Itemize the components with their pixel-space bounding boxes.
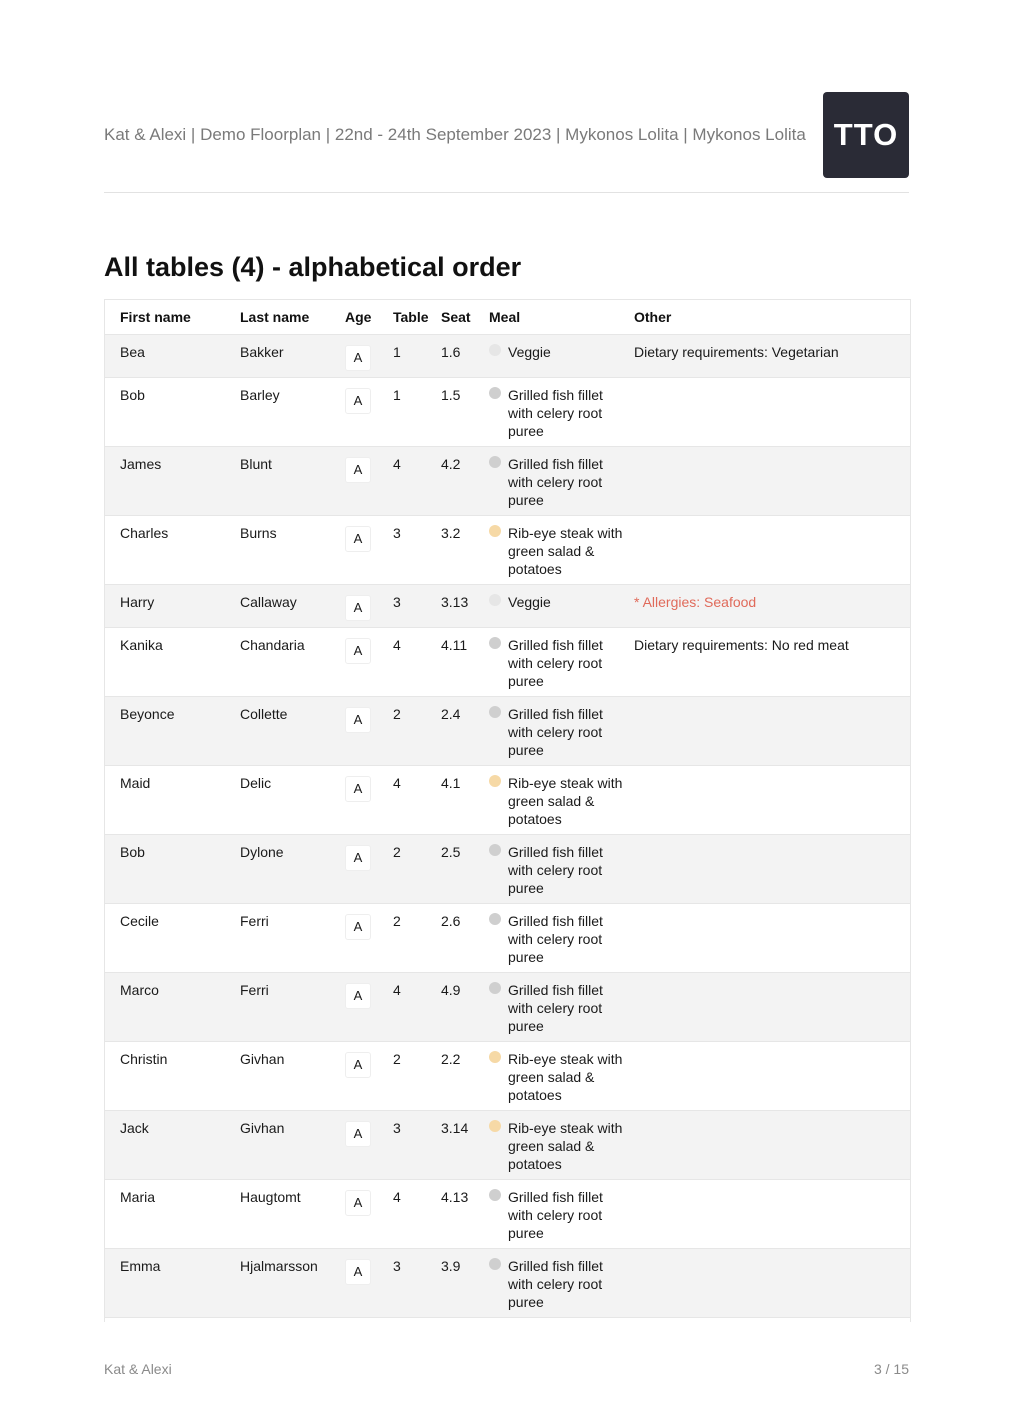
meal-choice bbox=[489, 524, 634, 578]
age-badge: A bbox=[345, 776, 371, 802]
other-cell bbox=[634, 904, 910, 973]
first-name-cell: Bob bbox=[105, 835, 225, 904]
other-cell bbox=[634, 1111, 910, 1180]
meal-color-dot-icon bbox=[489, 387, 501, 399]
meal-cell bbox=[489, 378, 634, 447]
age-cell bbox=[345, 1180, 393, 1249]
meal-cell bbox=[489, 516, 634, 585]
meal-label: Rib-eye steak with green salad & potatoes bbox=[508, 1051, 623, 1103]
last-name-cell: Barley bbox=[225, 378, 345, 447]
first-name-cell: Maid bbox=[105, 766, 225, 835]
table-row bbox=[105, 1042, 910, 1111]
age-cell bbox=[345, 1249, 393, 1318]
meal-label: Rib-eye steak with green salad & potatoes bbox=[508, 525, 623, 577]
meal-label: Grilled fish fillet with celery root puree bbox=[508, 982, 603, 1034]
seat-cell: 4.1 bbox=[441, 766, 489, 835]
table-row bbox=[105, 697, 910, 766]
age-cell bbox=[345, 1111, 393, 1180]
seat-cell: 4.13 bbox=[441, 1180, 489, 1249]
meal-label: Grilled fish fillet with celery root puree bbox=[508, 456, 603, 508]
col-header-meal: Meal bbox=[489, 300, 634, 335]
meal-cell bbox=[489, 628, 634, 697]
col-header-first-name: First name bbox=[105, 300, 225, 335]
other-cell bbox=[634, 378, 910, 447]
other-cell bbox=[634, 1180, 910, 1249]
col-header-other: Other bbox=[634, 300, 910, 335]
age-cell bbox=[345, 378, 393, 447]
meal-label: Rib-eye steak with green salad & potatoes bbox=[508, 1120, 623, 1172]
last-name-cell: Ferri bbox=[225, 904, 345, 973]
meal-color-dot-icon bbox=[489, 706, 501, 718]
meal-color-dot-icon bbox=[489, 1258, 501, 1270]
meal-cell bbox=[489, 585, 634, 628]
meal-choice bbox=[489, 1119, 634, 1173]
other-cell: Dietary requirements: No red meat bbox=[634, 628, 910, 697]
col-header-age: Age bbox=[345, 300, 393, 335]
seat-cell: 3.14 bbox=[441, 1111, 489, 1180]
last-name-cell: Dylone bbox=[225, 835, 345, 904]
meal-choice bbox=[489, 455, 634, 509]
table-row bbox=[105, 628, 910, 697]
age-cell bbox=[345, 447, 393, 516]
first-name-cell: Harry bbox=[105, 585, 225, 628]
meal-cell bbox=[489, 1042, 634, 1111]
age-cell bbox=[345, 516, 393, 585]
other-cell bbox=[634, 1249, 910, 1318]
guest-table bbox=[105, 300, 910, 1318]
meal-color-dot-icon bbox=[489, 344, 501, 356]
other-cell: * Allergies: Seafood bbox=[634, 585, 910, 628]
last-name-cell: Callaway bbox=[225, 585, 345, 628]
table-number-cell: 2 bbox=[393, 904, 441, 973]
meal-color-dot-icon bbox=[489, 1120, 501, 1132]
header-event-info: Kat & Alexi | Demo Floorplan | 22nd - 24th September 2023 | Mykonos Lolita | Mykonos Lolita bbox=[104, 125, 806, 144]
meal-color-dot-icon bbox=[489, 775, 501, 787]
table-number-cell: 1 bbox=[393, 378, 441, 447]
table-number-cell: 4 bbox=[393, 973, 441, 1042]
meal-color-dot-icon bbox=[489, 982, 501, 994]
age-badge: A bbox=[345, 845, 371, 871]
meal-label: Grilled fish fillet with celery root puree bbox=[508, 387, 603, 439]
age-cell bbox=[345, 835, 393, 904]
age-badge: A bbox=[345, 638, 371, 664]
meal-cell bbox=[489, 973, 634, 1042]
other-cell bbox=[634, 697, 910, 766]
table-row bbox=[105, 1111, 910, 1180]
table-row bbox=[105, 904, 910, 973]
meal-cell bbox=[489, 904, 634, 973]
other-cell bbox=[634, 1042, 910, 1111]
meal-label: Grilled fish fillet with celery root puree bbox=[508, 637, 603, 689]
meal-label: Grilled fish fillet with celery root puree bbox=[508, 844, 603, 896]
meal-cell bbox=[489, 1249, 634, 1318]
other-cell bbox=[634, 516, 910, 585]
other-cell bbox=[634, 973, 910, 1042]
age-badge: A bbox=[345, 1121, 371, 1147]
section-title: All tables (4) - alphabetical order bbox=[104, 252, 522, 282]
meal-cell bbox=[489, 835, 634, 904]
table-number-cell: 3 bbox=[393, 1111, 441, 1180]
meal-cell bbox=[489, 766, 634, 835]
age-cell bbox=[345, 973, 393, 1042]
meal-choice bbox=[489, 636, 634, 690]
meal-choice bbox=[489, 386, 634, 440]
other-cell bbox=[634, 835, 910, 904]
other-cell bbox=[634, 766, 910, 835]
age-badge: A bbox=[345, 914, 371, 940]
table-number-cell: 2 bbox=[393, 835, 441, 904]
meal-choice bbox=[489, 912, 634, 966]
age-badge: A bbox=[345, 983, 371, 1009]
meal-color-dot-icon bbox=[489, 525, 501, 537]
table-row bbox=[105, 766, 910, 835]
last-name-cell: Givhan bbox=[225, 1042, 345, 1111]
table-row bbox=[105, 447, 910, 516]
meal-cell bbox=[489, 335, 634, 378]
meal-color-dot-icon bbox=[489, 913, 501, 925]
age-badge: A bbox=[345, 388, 371, 414]
meal-choice bbox=[489, 705, 634, 759]
age-badge: A bbox=[345, 1052, 371, 1078]
age-badge: A bbox=[345, 707, 371, 733]
meal-label: Veggie bbox=[508, 344, 551, 360]
first-name-cell: Jack bbox=[105, 1111, 225, 1180]
age-badge: A bbox=[345, 595, 371, 621]
seat-cell: 3.2 bbox=[441, 516, 489, 585]
meal-choice bbox=[489, 843, 634, 897]
col-header-seat: Seat bbox=[441, 300, 489, 335]
table-number-cell: 2 bbox=[393, 1042, 441, 1111]
meal-label: Rib-eye steak with green salad & potatoes bbox=[508, 775, 623, 827]
seat-cell: 4.2 bbox=[441, 447, 489, 516]
age-cell bbox=[345, 335, 393, 378]
age-badge: A bbox=[345, 1190, 371, 1216]
first-name-cell: Christin bbox=[105, 1042, 225, 1111]
seat-cell: 2.5 bbox=[441, 835, 489, 904]
age-cell bbox=[345, 628, 393, 697]
age-cell bbox=[345, 904, 393, 973]
meal-choice bbox=[489, 981, 634, 1035]
table-number-cell: 4 bbox=[393, 766, 441, 835]
age-badge: A bbox=[345, 526, 371, 552]
first-name-cell: Bob bbox=[105, 378, 225, 447]
last-name-cell: Haugtomt bbox=[225, 1180, 345, 1249]
seat-cell: 2.4 bbox=[441, 697, 489, 766]
meal-color-dot-icon bbox=[489, 844, 501, 856]
table-row bbox=[105, 973, 910, 1042]
table-number-cell: 1 bbox=[393, 335, 441, 378]
table-number-cell: 4 bbox=[393, 628, 441, 697]
seat-cell: 3.9 bbox=[441, 1249, 489, 1318]
last-name-cell: Ferri bbox=[225, 973, 345, 1042]
meal-choice bbox=[489, 1188, 634, 1242]
table-number-cell: 3 bbox=[393, 1249, 441, 1318]
table-number-cell: 4 bbox=[393, 447, 441, 516]
last-name-cell: Givhan bbox=[225, 1111, 345, 1180]
meal-choice bbox=[489, 774, 634, 828]
meal-label: Grilled fish fillet with celery root puree bbox=[508, 1258, 603, 1310]
table-row bbox=[105, 1249, 910, 1318]
last-name-cell: Blunt bbox=[225, 447, 345, 516]
table-number-cell: 3 bbox=[393, 585, 441, 628]
first-name-cell: Bea bbox=[105, 335, 225, 378]
first-name-cell: Maria bbox=[105, 1180, 225, 1249]
col-header-table: Table bbox=[393, 300, 441, 335]
last-name-cell: Chandaria bbox=[225, 628, 345, 697]
seat-cell: 4.11 bbox=[441, 628, 489, 697]
last-name-cell: Bakker bbox=[225, 335, 345, 378]
meal-cell bbox=[489, 1180, 634, 1249]
seat-cell: 2.2 bbox=[441, 1042, 489, 1111]
meal-label: Grilled fish fillet with celery root puree bbox=[508, 706, 603, 758]
table-number-cell: 2 bbox=[393, 697, 441, 766]
page-number: 3 / 15 bbox=[873, 1361, 909, 1377]
table-number-cell: 3 bbox=[393, 516, 441, 585]
meal-label: Grilled fish fillet with celery root puree bbox=[508, 1189, 603, 1241]
col-header-last-name: Last name bbox=[225, 300, 345, 335]
page-header bbox=[104, 92, 909, 193]
meal-color-dot-icon bbox=[489, 1189, 501, 1201]
meal-choice bbox=[489, 1050, 634, 1104]
guest-rows bbox=[105, 335, 910, 1318]
table-row bbox=[105, 835, 910, 904]
meal-choice bbox=[489, 343, 634, 361]
table-header-row bbox=[105, 300, 910, 335]
seat-cell: 1.5 bbox=[441, 378, 489, 447]
meal-label: Veggie bbox=[508, 594, 551, 610]
meal-cell bbox=[489, 447, 634, 516]
footer-couple-name: Kat & Alexi bbox=[104, 1361, 172, 1377]
age-cell bbox=[345, 697, 393, 766]
last-name-cell: Burns bbox=[225, 516, 345, 585]
age-badge: A bbox=[345, 345, 371, 371]
age-badge: A bbox=[345, 1259, 371, 1285]
guest-table-container bbox=[104, 299, 911, 1322]
age-cell bbox=[345, 585, 393, 628]
table-row bbox=[105, 335, 910, 378]
age-badge: A bbox=[345, 457, 371, 483]
other-cell: Dietary requirements: Vegetarian bbox=[634, 335, 910, 378]
meal-choice bbox=[489, 593, 634, 611]
meal-color-dot-icon bbox=[489, 1051, 501, 1063]
first-name-cell: Emma bbox=[105, 1249, 225, 1318]
age-cell bbox=[345, 766, 393, 835]
other-cell bbox=[634, 447, 910, 516]
meal-color-dot-icon bbox=[489, 637, 501, 649]
age-cell bbox=[345, 1042, 393, 1111]
first-name-cell: Kanika bbox=[105, 628, 225, 697]
tto-logo: TTO bbox=[823, 92, 909, 178]
table-row bbox=[105, 516, 910, 585]
table-row bbox=[105, 378, 910, 447]
meal-cell bbox=[489, 697, 634, 766]
first-name-cell: Charles bbox=[105, 516, 225, 585]
seat-cell: 1.6 bbox=[441, 335, 489, 378]
first-name-cell: James bbox=[105, 447, 225, 516]
meal-cell bbox=[489, 1111, 634, 1180]
seat-cell: 4.9 bbox=[441, 973, 489, 1042]
seat-cell: 2.6 bbox=[441, 904, 489, 973]
meal-color-dot-icon bbox=[489, 456, 501, 468]
meal-color-dot-icon bbox=[489, 594, 501, 606]
first-name-cell: Beyonce bbox=[105, 697, 225, 766]
meal-choice bbox=[489, 1257, 634, 1311]
table-row bbox=[105, 1180, 910, 1249]
table-row bbox=[105, 585, 910, 628]
meal-label: Grilled fish fillet with celery root puree bbox=[508, 913, 603, 965]
seat-cell: 3.13 bbox=[441, 585, 489, 628]
last-name-cell: Delic bbox=[225, 766, 345, 835]
table-number-cell: 4 bbox=[393, 1180, 441, 1249]
first-name-cell: Marco bbox=[105, 973, 225, 1042]
last-name-cell: Collette bbox=[225, 697, 345, 766]
first-name-cell: Cecile bbox=[105, 904, 225, 973]
last-name-cell: Hjalmarsson bbox=[225, 1249, 345, 1318]
